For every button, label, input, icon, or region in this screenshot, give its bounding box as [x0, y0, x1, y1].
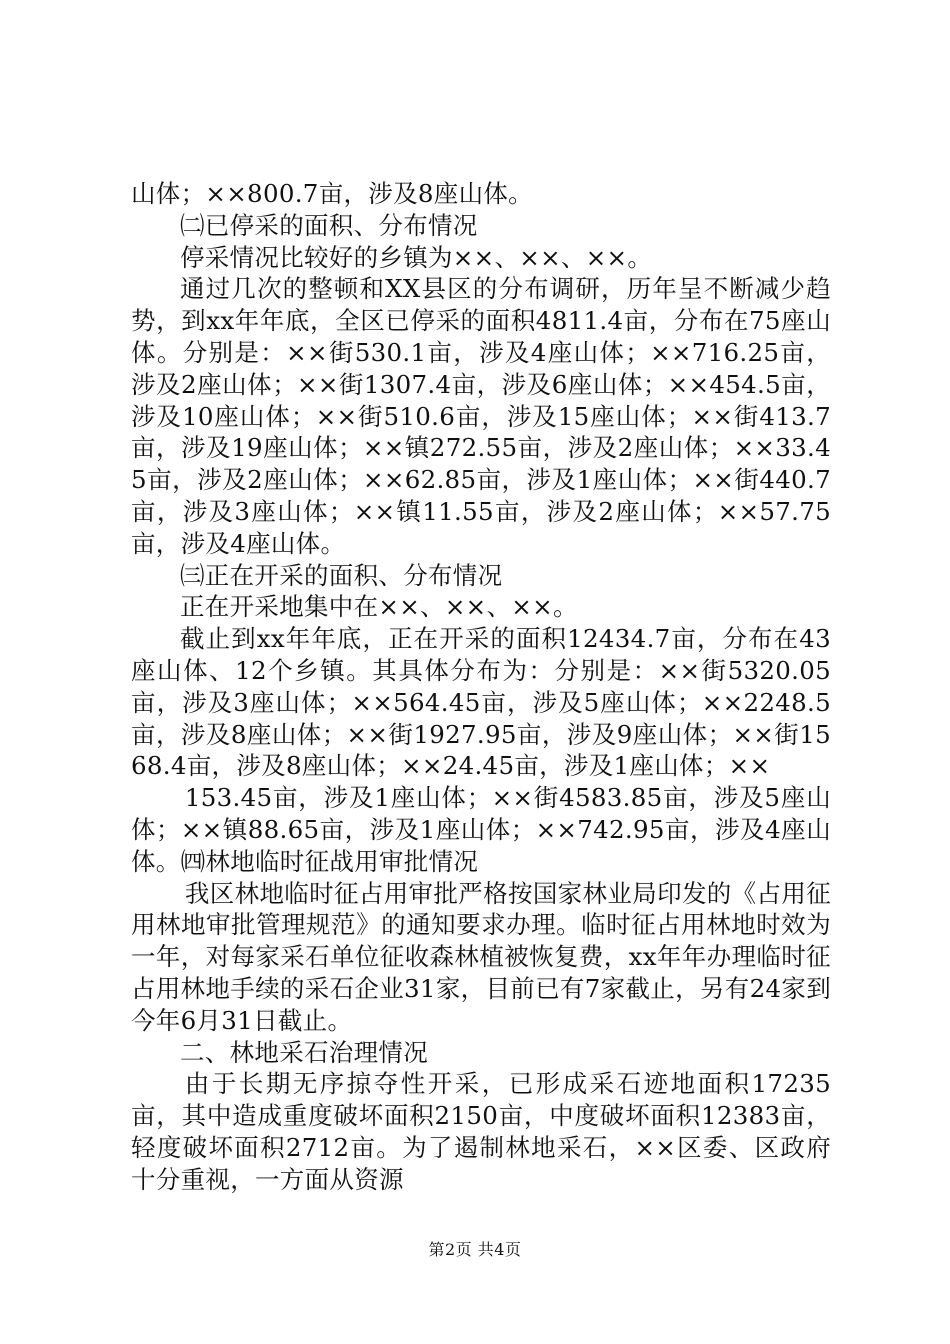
section-heading-2: ㈡已停采的面积、分布情况 — [180, 210, 478, 240]
paragraph-9: 我区林地临时征占用审批严格按国家林业局印发的《占用征用林地审批管理规范》的通知要求办理。临时征占用林地时效为一年，对每家采石单位征收森林植被恢复费，xx年年办理临时征占用林地手续的采石企业31家，目前已有7家截止，另有24家到今年6月31日截止。 — [131, 878, 831, 1035]
paragraph-6: 正在开采地集中在××、××、××。 — [180, 592, 578, 622]
paragraph-7: 截止到xx年年底，正在开采的面积12434.7亩，分布在43座山体、12个乡镇。其具体分布为：分别是：××街5320.05亩，涉及3座山体；××564.45亩，涉及5座山体；××2248.5亩，涉及8座山体；××街1927.95亩，涉及9座山体；××街1568.4亩，涉及8座山体；××24.45亩，涉及1座山体；×× — [131, 624, 831, 781]
paragraph-4: 通过几次的整顿和XX县区的分布调研，历年呈不断减少趋势，到xx年年底，全区已停采的面积4811.4亩，分布在75座山体。分别是：××街530.1亩，涉及4座山体；××716.25亩，涉及2座山体；××街1307.4亩，涉及6座山体；××454.5亩，涉及10座山体；××街510.6亩，涉及15座山体；××街413.7亩，涉及19座山体；××镇272.55亩，涉及2座山体；××33.45亩，涉及2座山体；××62.85亩，涉及1座山体；××街440.7亩，涉及3座山体；××镇11.55亩，涉及2座山体；××57.75亩，涉及4座山体。 — [131, 274, 831, 558]
section-heading-5: ㈢正在开采的面积、分布情况 — [180, 560, 503, 590]
paragraph-8: 153.45亩，涉及1座山体；××街4583.85亩，涉及5座山体；××镇88.65亩，涉及1座山体；××742.95亩，涉及4座山体。㈣林地临时征战用审批情况 — [131, 783, 831, 876]
paragraph-1: 山体；××800.7亩，涉及8座山体。 — [131, 179, 533, 208]
paragraph-11: 由于长期无序掠夺性开采，已形成采石迹地面积17235亩，其中造成重度破坏面积2150亩，中度破坏面积12383亩，轻度破坏面积2712亩。为了遏制林地采石，××区委、区政府十分重视，一方面从资源 — [131, 1069, 831, 1194]
paragraph-3: 停采情况比较好的乡镇为××、××、××。 — [180, 242, 653, 272]
section-heading-10: 二、林地采石治理情况 — [180, 1037, 428, 1067]
document-body — [131, 178, 831, 1196]
page-number-footer: 第2页 共4页 — [428, 1240, 522, 1259]
